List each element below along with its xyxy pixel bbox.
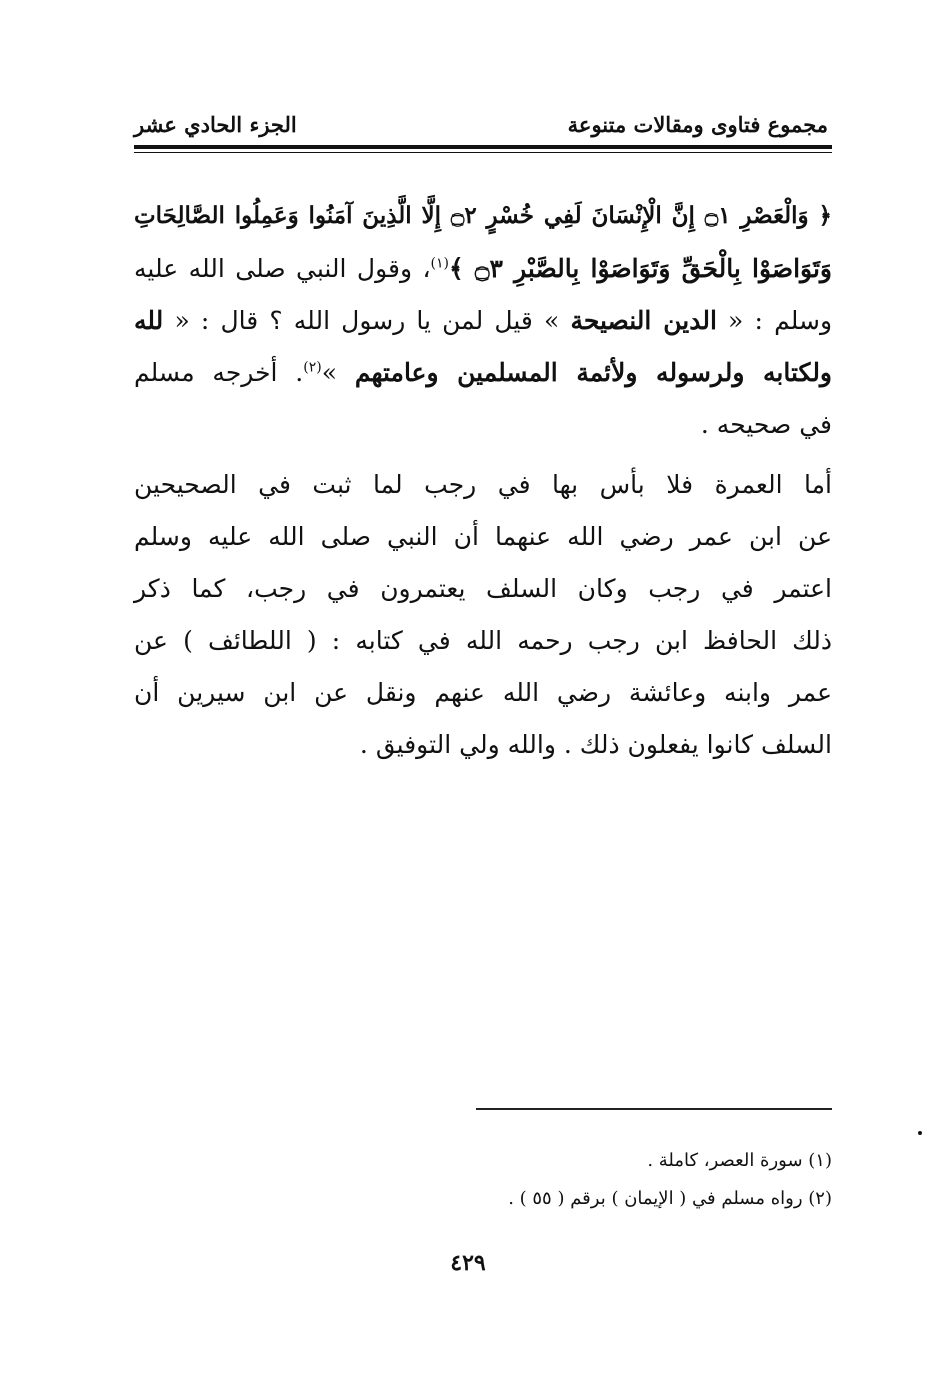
body-text: . أخرجه مسلم xyxy=(134,358,304,387)
scan-speck xyxy=(918,1131,922,1135)
hadith-text: الدين النصيحة xyxy=(570,306,717,335)
body-text: ، وقول النبي صلى الله عليه xyxy=(134,254,431,283)
paragraph-2-line-4: ذلك الحافظ ابن رجب رحمه الله في كتابه : ( اللطائف ) عن xyxy=(134,626,832,655)
footnote-ref-1: (١) xyxy=(430,255,449,272)
quran-verse-line-2: وَتَوَاصَوْا بِالْحَقِّ وَتَوَاصَوْا بِالصَّبْرِ ۝٣ ﴾ xyxy=(449,254,833,283)
paragraph-2-line-3: اعتمر في رجب وكان السلف يعتمرون في رجب، كما ذكر xyxy=(134,574,832,603)
body-line-4 xyxy=(134,360,832,385)
body-text: » xyxy=(321,358,355,387)
paragraph-2-line-1: أما العمرة فلا بأس بها في رجب لما ثبت في الصحيحين xyxy=(134,470,832,499)
paragraph-2-line-2: عن ابن عمر رضي الله عنهما أن النبي صلى الله عليه وسلم xyxy=(134,522,832,551)
footnote-ref-2: (٢) xyxy=(303,359,322,376)
body-text: وسلم : « xyxy=(716,306,833,335)
hadith-text: لله xyxy=(134,306,164,335)
body-line-2 xyxy=(134,256,832,281)
footnote-separator xyxy=(476,1108,832,1110)
hadith-text: ولكتابه ولرسوله ولأئمة المسلمين وعامتهم xyxy=(354,358,833,387)
body-line-3 xyxy=(134,308,832,333)
header-rule-thick xyxy=(134,145,832,149)
header-rule-thin xyxy=(134,152,832,153)
page-number: ٤٢٩ xyxy=(450,1250,486,1276)
paragraph-2-line-5: عمر وابنه وعائشة رضي الله عنهم ونقل عن ابن سيرين أن xyxy=(134,678,832,707)
body-line-5: في صحيحه . xyxy=(700,410,832,439)
running-header-book-title: مجموع فتاوى ومقالات متنوعة xyxy=(567,112,828,137)
running-header-volume: الجزء الحادي عشر xyxy=(134,112,297,137)
paragraph-2-line-6: السلف كانوا يفعلون ذلك . والله ولي التوفيق . xyxy=(359,730,832,759)
footnote-2: (٢) رواه مسلم في ( الإيمان ) برقم ( ٥٥ ) . xyxy=(508,1188,832,1209)
body-text: » قيل لمن يا رسول الله ؟ قال : « xyxy=(163,306,571,335)
quran-verse-line-1: ﴿ وَالْعَصْرِ ۝١ إِنَّ الْإِنْسَانَ لَفِي خُسْرٍ ۝٢ إِلَّا الَّذِينَ آمَنُوا وَعَمِلُوا الصَّالِحَاتِ xyxy=(134,202,832,229)
footnote-1: (١) سورة العصر، كاملة . xyxy=(647,1150,832,1171)
